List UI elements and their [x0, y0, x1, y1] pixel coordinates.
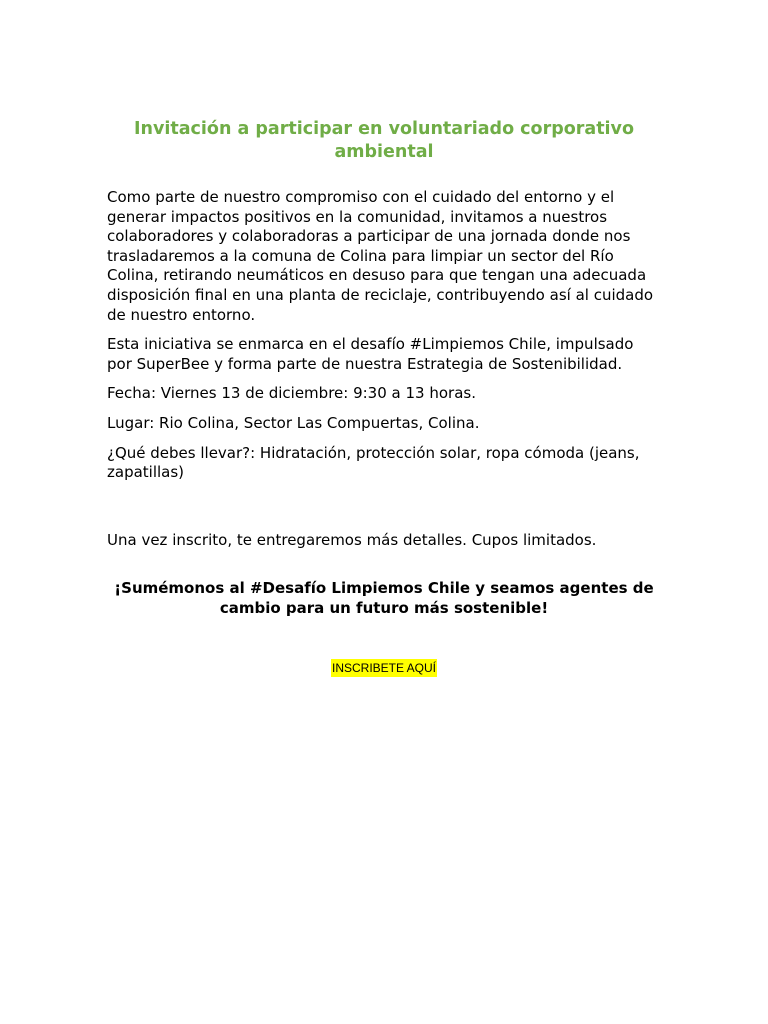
paragraph-initiative: Esta iniciativa se enmarca en el desafío #Limpiemos Chile, impulsado por SuperBee y forma parte de nuestra Estrategia de Sostenibilidad.	[107, 335, 634, 373]
document-body	[107, 188, 661, 677]
document-title: Invitación a participar en voluntariado corporativo ambiental	[134, 119, 634, 162]
paragraph-closing-note: Una vez inscrito, te entregaremos más detalles. Cupos limitados.	[107, 530, 597, 549]
cta-container	[107, 658, 661, 677]
paragraph-location: Lugar: Rio Colina, Sector Las Compuertas, Colina.	[107, 413, 480, 432]
paragraph-intro: Como parte de nuestro compromiso con el cuidado del entorno y el generar impactos positivos en la comunidad, invitamos a nuestros colaboradores y colaboradoras a participar de una jornada donde nos trasladaremos a la comuna de Colina para limpiar un sector del Río Colina, retirando neumáticos en desuso para que tengan una adecuada disposición final en una planta de reciclaje, contribuyendo así al cuidado de nuestro entorno.	[107, 188, 654, 324]
slogan: ¡Sumémonos al #Desafío Limpiemos Chile y seamos agentes de cambio para un futuro más sostenible!	[114, 579, 654, 618]
register-link[interactable]: INSCRIBETE AQUÍ	[331, 661, 437, 676]
paragraph-date: Fecha: Viernes 13 de diciembre: 9:30 a 13 horas.	[107, 384, 476, 403]
blank-line	[107, 493, 661, 531]
document-page	[107, 118, 661, 677]
paragraph-what-to-bring: ¿Qué debes llevar?: Hidratación, protección solar, ropa cómoda (jeans, zapatillas)	[107, 443, 640, 482]
